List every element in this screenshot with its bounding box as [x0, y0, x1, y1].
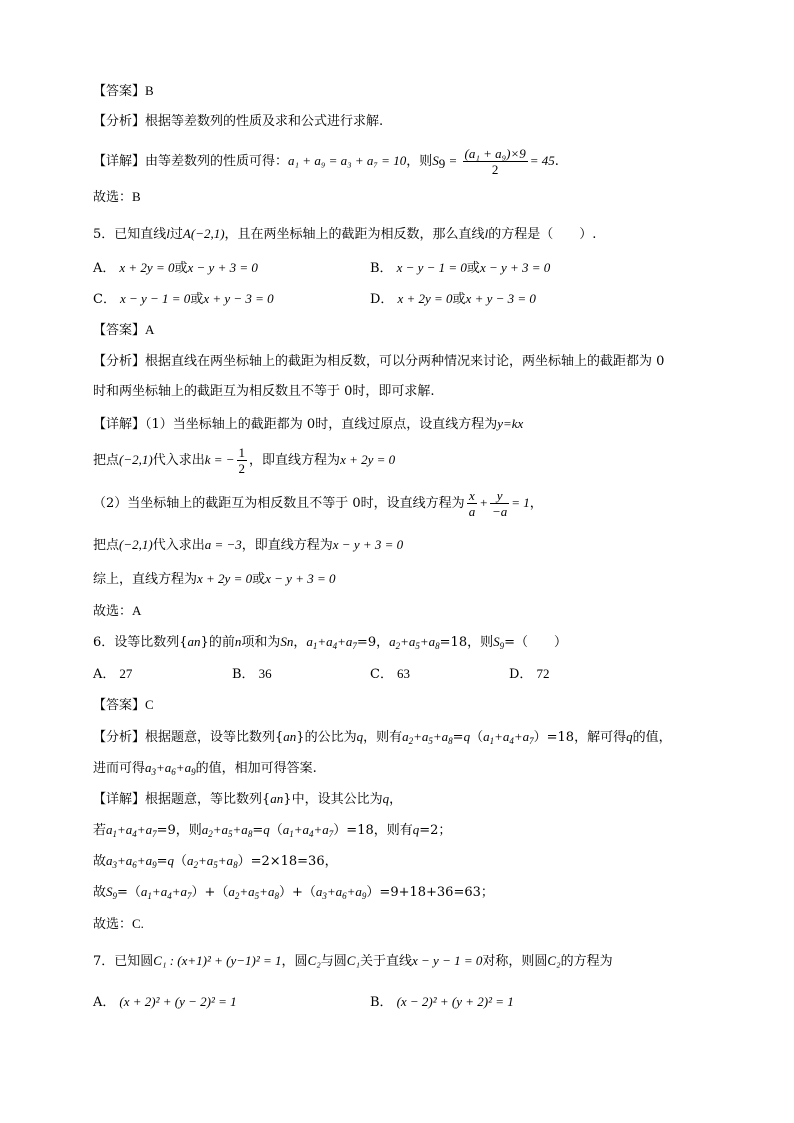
q6-dt3-c: （: [173, 854, 187, 869]
detail-label: 【详解】: [93, 154, 146, 169]
q6-an-line2-b: 的值，相加可得答案.: [195, 761, 317, 776]
q5-detail-line3: （2）当坐标轴上的截距互为相反数且不等于 0时，设直线方程为 $\frac{x}{a}$ + $\frac{y}{-a}$ = 1，: [93, 488, 543, 519]
q5-choice: A: [132, 603, 142, 618]
q6-detail-line4: 故$S_9=(a_1+a_4+a_7)+(a_2+a_5+a_8)+(a_3+a_6+a_9)=9+18+36=63$；: [93, 884, 494, 901]
q6-detail-line1: 【详解】根据题意，等比数列{an}中，设其公比为q，: [93, 791, 403, 807]
q7-stem-c2: C₂: [307, 953, 321, 968]
q6-dt1-c: ，: [389, 792, 403, 807]
answer-label: 【答案】: [93, 84, 146, 99]
q4-frac-den: 2: [491, 162, 499, 177]
q5-analysis-2: 时和两坐标轴上的截距互为相反数且不等于 0时，即可求解.: [93, 384, 435, 399]
q5-d1: （1）当坐标轴上的截距都为 0时，直线过原点，设直线方程为: [145, 417, 498, 432]
q6-dt3-b: =: [156, 854, 168, 869]
q6-an5: （: [470, 730, 484, 745]
q6-dt1-b: }中，设其公比为: [283, 792, 383, 807]
q5-summary-line: [93, 571, 335, 588]
q6-stem-c: 项和为: [241, 635, 281, 650]
q6-dt2-a: 若: [93, 823, 107, 838]
q5-answer-line: [93, 322, 154, 339]
q4-detail-line: 【详解】由等差数列的性质可得：a₁ + a₉ = a₃ + a₇ = 10，则$S_9$ = $\frac{\text{(a₁ + a₉)×9}}{2}$ = 45.: [93, 146, 559, 177]
q6-an1: 根据题意，设等比数列{: [145, 730, 284, 745]
option-eq2: x + y − 3 = 0: [465, 291, 536, 306]
q5-d3-f2-den: −a: [491, 504, 508, 519]
q5-analysis-1: 根据直线在两坐标轴上的截距为相反数，可以分两种情况来讨论，两坐标轴上的截距都为 0: [145, 354, 665, 369]
option-key: B．: [370, 995, 393, 1010]
q5-stem-d: 的方程是（ ）.: [488, 227, 597, 242]
choose-label: 故选：: [93, 917, 133, 932]
option-key: A．: [93, 667, 116, 682]
q5-d2-point: (−2,1): [119, 452, 153, 467]
option-value: 27: [119, 666, 133, 681]
or-text: 或: [466, 261, 480, 276]
option-key: A．: [93, 261, 116, 276]
q6-choice: C.: [132, 916, 144, 931]
detail-label: 【详解】: [93, 417, 146, 432]
option-eq1: x − y − 1 = 0: [396, 260, 467, 275]
q5-d4-val: a = −3: [204, 537, 242, 552]
option-eq1: x + 2y = 0: [119, 260, 175, 275]
q6-stem-an: an: [187, 634, 201, 649]
q5-stem-c: ，且在两坐标轴上的截距为相反数，那么直线: [224, 227, 485, 242]
q5-d4-b: 代入求出: [152, 538, 205, 553]
q7-stem-e: 对称，则圆: [482, 954, 548, 969]
q6-dt4-a: 故: [93, 885, 107, 900]
q4-detail-eq2: = 45: [529, 153, 555, 168]
option-eq1: x + 2y = 0: [397, 291, 453, 306]
option-eq1: x − y − 1 = 0: [119, 291, 191, 306]
q5-d4-c: ，即直线方程为: [241, 538, 333, 553]
q6-stem-d: ，: [293, 635, 307, 650]
q6-option-d: [509, 666, 549, 683]
option-key: B．: [232, 667, 255, 682]
q5-d3-frac2: [490, 488, 509, 519]
q4-choice-line: [93, 189, 141, 206]
option-eq: (x − 2)² + (y + 2)² = 1: [396, 994, 514, 1009]
q5-summary-e2: x − y + 3 = 0: [265, 571, 336, 586]
q6-dt4-d: ）+（: [278, 885, 316, 900]
q5-d4-a: 把点: [93, 538, 120, 553]
q5-detail-line1: [93, 416, 523, 433]
q5-d3-a: （2）当坐标轴上的截距互为相反数且不等于 0时，设直线方程为: [93, 496, 465, 511]
q4-detail-then: ，则: [406, 154, 433, 169]
q4-answer-line: [93, 83, 154, 100]
q6-stem-sn: Sn: [280, 634, 294, 649]
q6-stem-g: =（ ）: [504, 635, 567, 650]
option-value: 36: [258, 666, 272, 681]
q5-detail-line2: [93, 441, 395, 480]
q7-stem-c1: C₁ : (x+1)² + (y−1)² = 1: [153, 953, 282, 968]
q5-d3-eq: = 1: [511, 495, 530, 510]
q6-dt4-b: =（: [117, 885, 141, 900]
q5-d4-eq: x − y + 3 = 0: [332, 537, 404, 552]
q6-stem-f: =18，则: [439, 635, 494, 650]
q5-summary-e1: x + 2y = 0: [197, 571, 253, 586]
q6-answer: C: [145, 697, 154, 712]
option-key: C．: [93, 292, 116, 307]
q6-option-a: [93, 666, 132, 683]
answer-label: 【答案】: [93, 698, 146, 713]
q4-analysis-line: [93, 114, 383, 130]
q5-option-b: [370, 260, 550, 277]
q6-dt3-d: ）=2×18=36，: [237, 854, 338, 869]
q4-detail-prefix: 由等差数列的性质可得：: [145, 154, 289, 169]
q6-answer-line: [93, 697, 154, 714]
q7-option-a: [93, 994, 237, 1011]
q6-choice-line: [93, 916, 144, 933]
q5-d2-b: 代入求出: [152, 453, 205, 468]
q7-stem-c1b: C₁: [346, 953, 360, 968]
option-value: 63: [396, 666, 410, 681]
q7-stem-b: ，圆: [281, 954, 308, 969]
q5-point: A(−2,1): [182, 226, 225, 241]
q4-answer: B: [145, 83, 154, 98]
q6-option-c: [370, 666, 410, 683]
q6-dt1-a: 根据题意，等比数列{: [145, 792, 271, 807]
q5-option-c: [93, 291, 274, 308]
option-eq2: x + y − 3 = 0: [203, 291, 274, 306]
q6-analysis-line1: 【分析】根据题意，设等比数列{an}的公比为q，则有$a_2+a_5+a_8=q(a_1+a_4+a_7)=18$，解可得q的值，: [93, 729, 672, 746]
q5-d3-frac1: [467, 488, 478, 519]
or-text: 或: [452, 292, 466, 307]
choose-label: 故选：: [93, 604, 133, 619]
q5-option-d: [370, 291, 536, 308]
option-eq2: x − y + 3 = 0: [187, 260, 258, 275]
q4-frac-num: (a₁ + a₉)×9: [464, 146, 526, 161]
q6-dt4-c: ）+（: [191, 885, 229, 900]
q6-stem-a: 6．设等比数列{: [93, 635, 188, 650]
option-key: A．: [93, 995, 116, 1010]
q6-dt2-d: （: [269, 823, 283, 838]
analysis-label: 【分析】: [93, 730, 146, 745]
q7-stem-a: 7．已知圆: [93, 954, 154, 969]
analysis-label: 【分析】: [93, 114, 146, 129]
q6-detail-line3: 故$a_3+a_6+a_9=q(a_2+a_5+a_8)=2\times 18=36$，: [93, 853, 338, 870]
q5-d3-f1-num: x: [467, 488, 478, 504]
or-text: 或: [190, 292, 204, 307]
analysis-label: 【分析】: [93, 354, 146, 369]
q5-stem-a: 5．已知直线: [93, 227, 167, 242]
option-eq2: x − y + 3 = 0: [479, 260, 551, 275]
q6-detail-line2: 若$a_1+a_4+a_7=9$，则$a_2+a_5+a_8=q(a_1+a_4+a_7)=18$，则有q=2；: [93, 822, 452, 839]
q7-stem: [93, 953, 613, 970]
or-text: 或: [252, 572, 266, 587]
q6-an2: }的公比为: [296, 730, 357, 745]
q5-d2-c: ，即直线方程为: [249, 453, 341, 468]
q4-analysis-text: 根据等差数列的性质及求和公式进行求解.: [145, 114, 384, 129]
option-value: 72: [536, 666, 550, 681]
option-key: D．: [509, 667, 533, 682]
q6-an4: =: [452, 730, 464, 745]
detail-label: 【详解】: [93, 792, 146, 807]
q6-stem-n: n: [234, 634, 242, 649]
q7-stem-d: 关于直线: [359, 954, 412, 969]
choose-label: 故选：: [93, 190, 133, 205]
q6-stem: 6．设等比数列{an}的前n项和为Sn，$a_1+a_4+a_7=9$，$a_2+a_5+a_8=18$，则$S_9=$（ ）: [93, 634, 567, 651]
q5-stem-b: 过: [169, 227, 183, 242]
q5-d2-frac-den: 2: [238, 461, 246, 476]
q6-an-line2-a: 进而可得: [93, 761, 146, 776]
q5-d2-k: k = −: [204, 452, 235, 467]
q4-choice: B: [132, 189, 141, 204]
q7-stem-line: x − y − 1 = 0: [412, 953, 483, 968]
q6-an6: ）=18，解可得: [533, 730, 627, 745]
q7-stem-f: 的方程为: [560, 954, 613, 969]
q5-analysis-line2: [93, 384, 435, 400]
q5-d4-point: (−2,1): [119, 537, 153, 552]
q6-option-b: [232, 666, 272, 683]
q6-dt3-a: 故: [93, 854, 107, 869]
q6-an7: 的值，: [632, 730, 672, 745]
or-text: 或: [174, 261, 188, 276]
q5-stem: 5．已知直线l过A(−2,1)，且在两坐标轴上的截距为相反数，那么直线l的方程是（ ）.: [93, 226, 597, 242]
q5-d3-f2-num: y: [490, 488, 509, 504]
option-key: D．: [370, 292, 394, 307]
q4-detail-eq1: a₁ + a₉ = a₃ + a₇ = 10: [288, 153, 407, 168]
q5-d2-a: 把点: [93, 453, 120, 468]
answer-label: 【答案】: [93, 323, 146, 338]
q5-answer: A: [145, 322, 155, 337]
q5-d2-eq: x + 2y = 0: [340, 452, 396, 467]
q5-option-a: [93, 260, 258, 277]
q7-option-b: [370, 994, 514, 1011]
q6-dt2-b: =9，则: [156, 823, 202, 838]
option-eq: (x + 2)² + (y − 2)² = 1: [119, 994, 237, 1009]
q6-dt2-f: =2；: [419, 823, 452, 838]
q6-an3: ，则有: [363, 730, 403, 745]
option-key: B．: [370, 261, 393, 276]
q6-dt4-e: ）=9+18+36=63；: [366, 885, 494, 900]
q4-fraction: [463, 146, 528, 177]
q6-dt2-c: =: [252, 823, 264, 838]
q5-d3-f1-den: a: [468, 504, 476, 519]
q5-detail-line4: [93, 537, 403, 554]
q6-dt2-e: ）=18，则有: [333, 823, 413, 838]
q7-stem-c: 与圆: [320, 954, 347, 969]
q5-d1-eq: y=kx: [497, 416, 524, 431]
q5-choice-line: [93, 603, 141, 620]
q5-summary-a: 综上，直线方程为: [93, 572, 198, 587]
q5-analysis-line1: [93, 354, 664, 370]
q5-d2-frac-num: 1: [238, 445, 246, 460]
q6-stem-e: =9，: [356, 635, 390, 650]
option-key: C．: [370, 667, 393, 682]
q5-d2-fraction: [237, 445, 248, 476]
q6-stem-b: }的前: [200, 635, 235, 650]
q6-analysis-line2: 进而可得$a_3+a_6+a_9$的值，相加可得答案.: [93, 760, 317, 777]
q7-stem-c2b: C₂: [547, 953, 561, 968]
